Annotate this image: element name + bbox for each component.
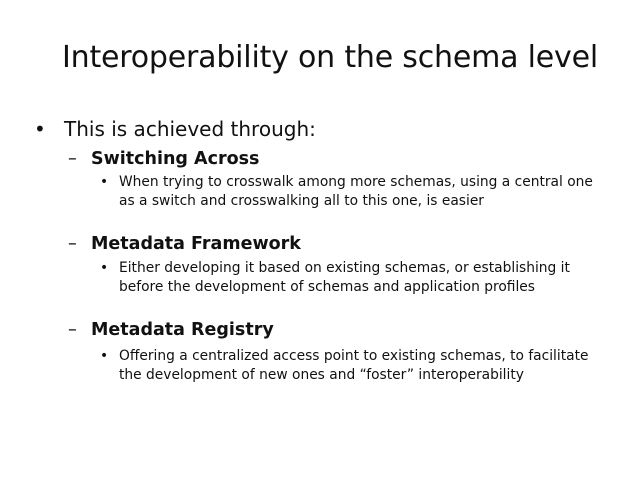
item-detail-text: Offering a centralized access point to existing schemas, to facilitate the development of new ones and “foster” interoperability	[119, 348, 589, 383]
slide-title: Interoperability on the schema level	[62, 40, 598, 75]
item-heading-text: Metadata Registry	[91, 320, 274, 340]
item-detail-metadata-framework	[100, 259, 600, 297]
item-detail-text: When trying to crosswalk among more schemas, using a central one as a switch and crosswalking all to this one, is easier	[119, 174, 593, 209]
dash-icon: –	[68, 320, 77, 340]
item-heading-switching-across	[68, 147, 259, 171]
item-detail-switching-across	[100, 173, 600, 211]
intro-bullet	[34, 116, 316, 142]
sub-bullet-icon: •	[100, 174, 109, 190]
item-heading-text: Metadata Framework	[91, 234, 301, 254]
dash-icon: –	[68, 234, 77, 254]
item-detail-text: Either developing it based on existing schemas, or establishing it before the development of schemas and application profiles	[119, 260, 570, 295]
sub-bullet-icon: •	[100, 348, 109, 364]
bullet-icon: •	[34, 117, 46, 141]
sub-bullet-icon: •	[100, 260, 109, 276]
item-detail-metadata-registry	[100, 347, 600, 385]
item-heading-text: Switching Across	[91, 149, 260, 169]
item-heading-metadata-framework	[68, 232, 301, 256]
item-heading-metadata-registry	[68, 318, 274, 342]
intro-text: This is achieved through:	[64, 117, 316, 141]
dash-icon: –	[68, 149, 77, 169]
